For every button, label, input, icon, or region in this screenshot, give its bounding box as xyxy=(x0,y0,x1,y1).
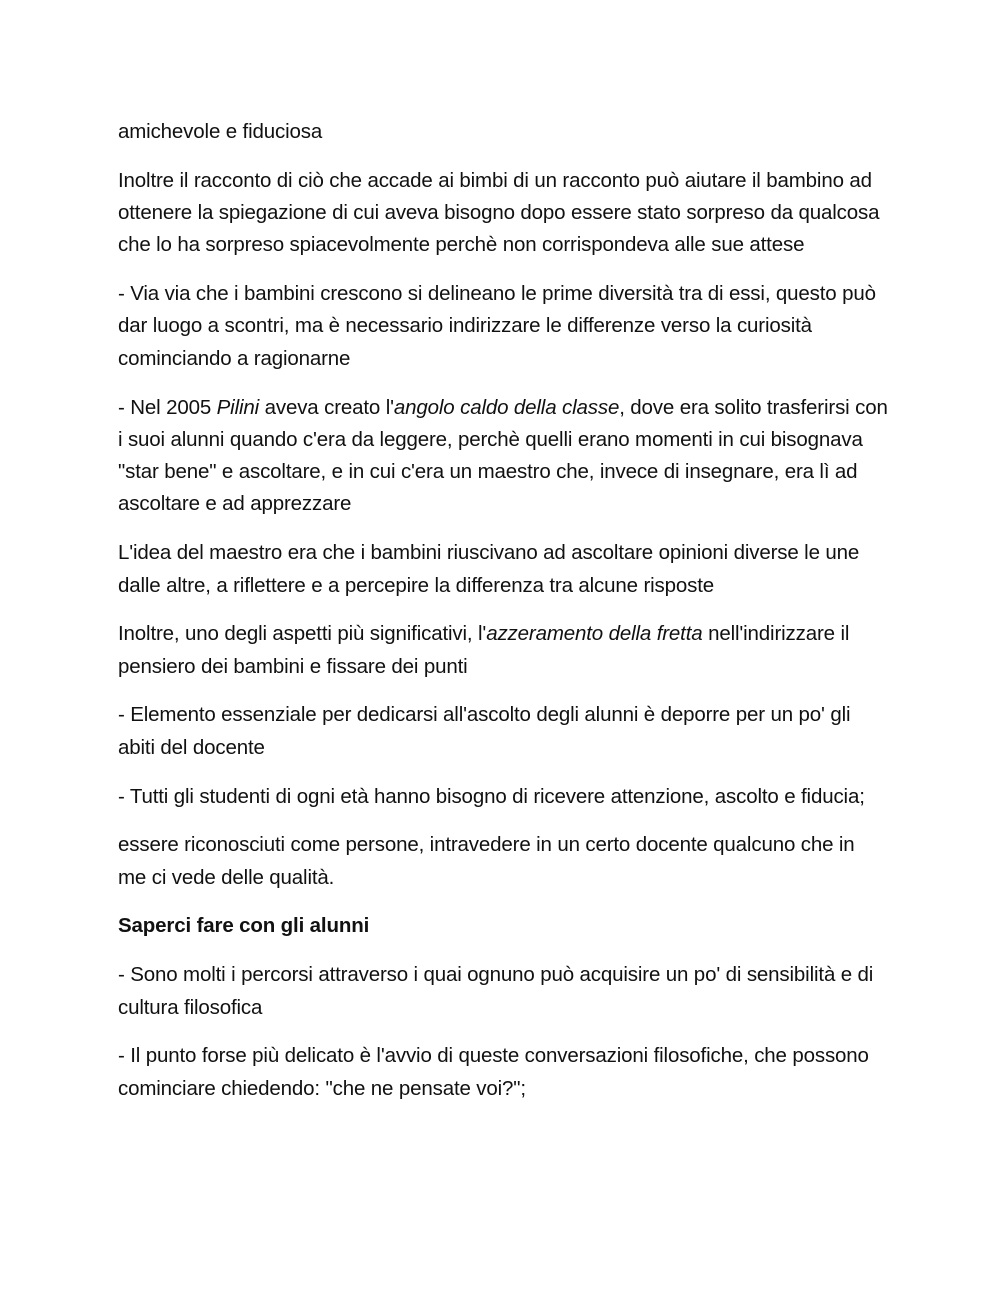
text-run: - Sono molti i percorsi attraverso i quai ognuno può acquisire un po' di sensibilità e di cultura filosofica xyxy=(118,963,874,1019)
text-run: - Nel 2005 xyxy=(118,395,217,419)
paragraph xyxy=(118,165,888,262)
paragraph xyxy=(118,392,888,521)
italic-text-run: angolo caldo della classe xyxy=(393,395,620,419)
text-run: - Tutti gli studenti di ogni età hanno bisogno di ricevere attenzione, ascolto e fiducia; xyxy=(118,784,865,808)
text-run: , dove era solito trasferirsi con i suoi alunni quando c'era da leggere, perchè quelli erano momenti in cui bisognava "star bene" e ascoltare, e in cui c'era un maestro che, invece di insegnare, era lì ad ascoltare e ad apprezzare xyxy=(118,395,888,516)
paragraph xyxy=(118,959,888,1024)
text-run: amichevole e fiduciosa xyxy=(118,120,323,143)
text-run: - Il punto forse più delicato è l'avvio di queste conversazioni filosofiche, che possono cominciare chiedendo: "che ne pensate voi?"; xyxy=(118,1044,869,1100)
paragraph xyxy=(118,1040,888,1105)
text-run: Inoltre, uno degli aspetti più significativi, l' xyxy=(118,622,487,646)
italic-text-run: Pilini xyxy=(216,395,260,419)
paragraph xyxy=(118,537,888,602)
paragraph xyxy=(118,618,888,683)
paragraph xyxy=(118,829,888,894)
text-run: L'idea del maestro era che i bambini riuscivano ad ascoltare opinioni diverse le une dalle altre, a riflettere e a percepire la differenza tra alcune risposte xyxy=(118,541,860,597)
heading-text: Saperci fare con gli alunni xyxy=(118,914,370,938)
section-heading xyxy=(118,910,888,942)
paragraph xyxy=(118,781,888,813)
document-page xyxy=(118,116,888,1121)
paragraph xyxy=(118,278,888,375)
text-run: - Via via che i bambini crescono si delineano le prime diversità tra di essi, questo può dar luogo a scontri, ma è necessario indirizzare le differenze verso la curiosità cominciando a ragionarne xyxy=(118,282,876,370)
text-run: aveva creato l' xyxy=(259,395,394,419)
text-run: Inoltre il racconto di ciò che accade ai bimbi di un racconto può aiutare il bambino ad ottenere la spiegazione di cui aveva bisogno dopo essere stato sorpreso da qualcosa che lo ha sorpreso spiacevolmente perchè non corrispondeva alle sue attese xyxy=(118,168,880,257)
paragraph xyxy=(118,116,888,148)
text-run: essere riconosciuti come persone, intravedere in un certo docente qualcuno che in me ci vede delle qualità. xyxy=(118,833,855,889)
italic-text-run: azzeramento della fretta xyxy=(486,622,703,646)
text-run: nell'indirizzare il pensiero dei bambini e fissare dei punti xyxy=(118,622,850,678)
text-run: - Elemento essenziale per dedicarsi all'ascolto degli alunni è deporre per un po' gli abiti del docente xyxy=(118,703,851,759)
paragraph xyxy=(118,699,888,764)
